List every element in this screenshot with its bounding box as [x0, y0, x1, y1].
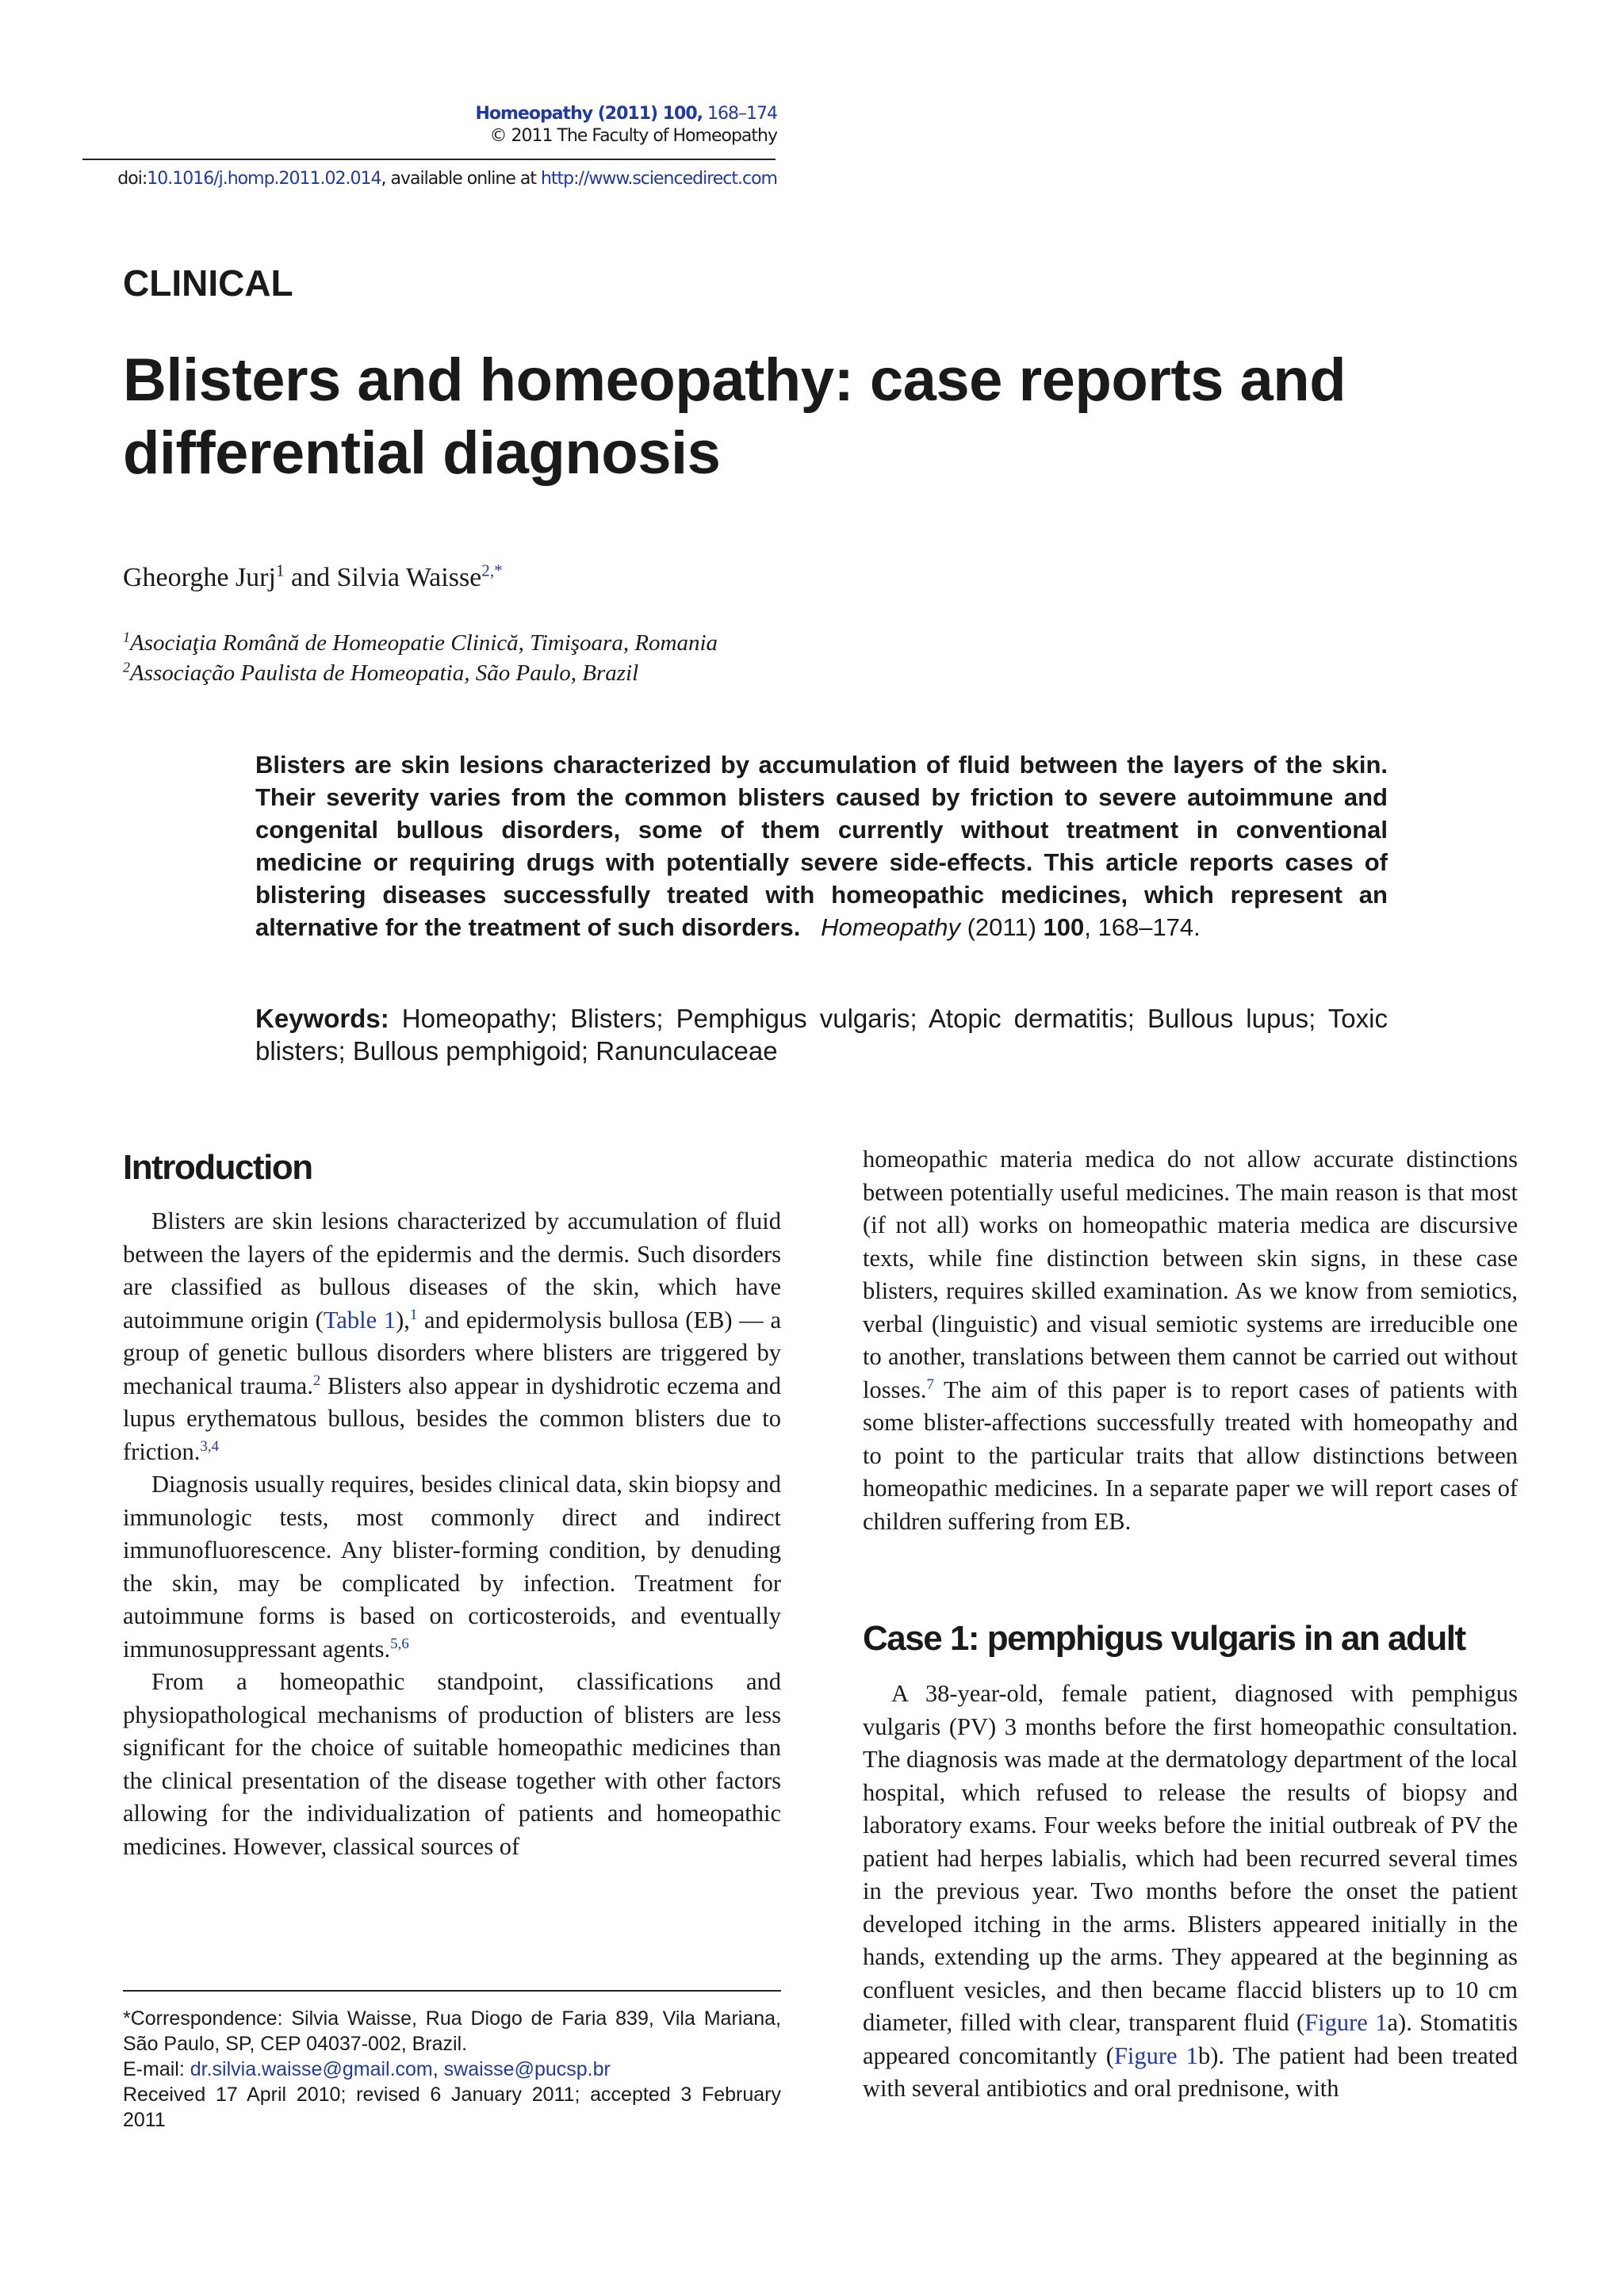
figure-1b-link[interactable]: Figure 1: [1113, 2042, 1198, 2069]
author-and: and: [284, 563, 337, 592]
affiliations: [123, 628, 718, 688]
title-line-2: differential diagnosis: [123, 419, 721, 487]
footnote-divider: [123, 1990, 781, 1992]
case1-paragraph: [863, 1678, 1518, 2106]
doi-link[interactable]: 10.1016/j.homp.2011.02.014: [147, 169, 381, 189]
case1-text-a: A 38-year-old, female patient, diagnosed with pemphigus vulgaris (PV) 3 months before the first homeopathic consultation. The diagnosis was made at the dermatology department of the local hospital, which refused to release the results of biopsy and laboratory exams. Four weeks before the initial outbreak of PV the patient had herpes labialis, which had been recurred several times in the previous year. Two months before the onset the patient developed itching in the arms. Blisters appeared initially in the hands, extending up the arms. They appeared at the beginning as confluent vesicles, and then became flaccid blisters up to 10 cm diameter, filled with clear, transparent fluid (: [863, 1680, 1518, 2036]
abstract-cite-journal: Homeopathy: [821, 913, 960, 941]
author-2: Silvia Waisse: [336, 563, 482, 592]
ref-7-link[interactable]: 7: [926, 1376, 934, 1393]
journal-header: [79, 103, 777, 147]
email-link-2[interactable]: swaisse@pucsp.br: [443, 2058, 611, 2080]
keywords-text: Homeopathy; Blisters; Pemphigus vulgaris; Atopic dermatitis; Bullous lupus; Toxic blisters; Bullous pemphigoid; Ranunculaceae: [255, 1004, 1388, 1066]
keywords-label: Keywords:: [255, 1004, 389, 1033]
right-column-bottom: [863, 1678, 1518, 2106]
case1-text-c: b). The patient had been treated with several antibiotics and oral prednisone, with: [863, 2042, 1518, 2102]
abstract-cite-volume: 100: [1043, 913, 1085, 941]
affiliation-2-num: 2: [123, 659, 130, 675]
copyright: © 2011 The Faculty of Homeopathy: [489, 126, 777, 146]
affiliation-1-num: 1: [123, 629, 130, 645]
footnotes: [123, 2006, 781, 2133]
email-line: [123, 2057, 781, 2082]
intro-p4-text-b: The aim of this paper is to report cases of patients with some blister-affections successfully treated with homeopathy and to point to the particular traits that allow distinctions between homeopathic medicines. In a separate paper we will report cases of children suffering from EB.: [863, 1376, 1518, 1535]
abstract-cite-pages: , 168–174.: [1084, 913, 1201, 941]
abstract-text: Blisters are skin lesions characterized by accumulation of fluid between the layers of the skin. Their severity varies from the common blisters caused by friction to severe autoimmune and congenital bullous disorders, some of them currently without treatment in conventional medicine or requiring drugs with potentially severe side-effects. This article reports cases of blistering diseases successfully treated with homeopathic medicines, which represent an alternative for the treatment of such disorders.: [255, 751, 1388, 941]
article-title: [123, 344, 1471, 490]
right-column-top: [863, 1143, 1518, 1538]
section-label: CLINICAL: [123, 262, 293, 304]
intro-paragraph-3: From a homeopathic standpoint, classifications and physiopathological mechanisms of production of blisters are less significant for the choice of suitable homeopathic medicines than the clinical presentation of the disease together with other factors allowing for the individualization of patients and homeopathic medicines. However, classical sources of: [123, 1668, 781, 1860]
author-list: [123, 563, 503, 593]
doi-prefix: doi:: [117, 169, 147, 189]
intro-p1-text-d: Blisters also appear in dyshidrotic eczema and lupus erythematous bullous, besides the common blisters due to friction.: [123, 1372, 781, 1465]
intro-heading: Introduction: [123, 1148, 312, 1187]
sciencedirect-link[interactable]: http://www.sciencedirect.com: [540, 169, 777, 189]
case1-text-b: a). Stomatitis appeared concomitantly (: [863, 2009, 1518, 2069]
case1-heading: Case 1: pemphigus vulgaris in an adult: [863, 1619, 1465, 1658]
email-label: E-mail:: [123, 2058, 190, 2080]
author-1: Gheorghe Jurj: [123, 563, 276, 592]
available-text: , available online at: [381, 169, 541, 189]
correspondence-note: *Correspondence: Silvia Waisse, Rua Diogo de Faria 839, Vila Mariana, São Paulo, SP, CEP 04037-002, Brazil.: [123, 2007, 781, 2055]
journal-citation: [79, 103, 777, 125]
author-2-affil[interactable]: 2,*: [481, 561, 503, 580]
journal-pages: 168–174: [707, 104, 777, 124]
ref-2-link[interactable]: 2: [312, 1372, 321, 1389]
ref-5-6-link[interactable]: 5,6: [390, 1635, 409, 1652]
intro-p1-text-a: Blisters are skin lesions characterized by accumulation of fluid between the layers of the epidermis and the dermis. Such disorders are classified as bullous diseases of the skin, which have autoimmune origin (: [123, 1207, 781, 1334]
abstract-cite-year: (2011): [967, 913, 1036, 941]
email-separator: ,: [432, 2058, 444, 2080]
affiliation-2-text: Associação Paulista de Homeopatia, São Paulo, Brazil: [129, 660, 639, 686]
left-column: [123, 1205, 781, 1863]
abstract-citation: [821, 913, 1201, 941]
intro-p1-text-b: ),: [396, 1306, 410, 1334]
ref-1-link[interactable]: 1: [409, 1306, 418, 1323]
intro-paragraph-1: [123, 1205, 781, 1468]
doi-line: [79, 168, 777, 190]
intro-p2-text: Diagnosis usually requires, besides clinical data, skin biopsy and immunologic tests, most commonly direct and indirect immunofluorescence. Any blister-forming condition, by denuding the skin, may be complicated by infection. Treatment for autoimmune forms is based on corticosteroids, and eventually immunosuppressant agents.: [123, 1471, 781, 1663]
table-1-link[interactable]: Table 1: [323, 1306, 396, 1334]
header-divider: [82, 159, 776, 160]
email-link-1[interactable]: dr.silvia.waisse@gmail.com: [190, 2058, 433, 2080]
intro-p4-text-a: homeopathic materia medica do not allow accurate distinctions between potentially useful medicines. The main reason is that most (if not all) works on homeopathic materia medica are discursive texts, while fine distinction between skin signs, in these case blisters, requires skilled examination. As we know from semiotics, verbal (linguistic) and visual semiotic systems are irreducible one to another, translations between them cannot be carried out without losses.: [863, 1146, 1518, 1403]
intro-p1-text-c: and epidermolysis bullosa (EB) — a group of genetic bullous disorders where blisters are triggered by mechanical trauma.: [123, 1306, 781, 1399]
affiliation-1: [123, 628, 718, 658]
intro-paragraph-2: [123, 1468, 781, 1666]
journal-name: Homeopathy (2011) 100,: [475, 104, 703, 124]
ref-3-4-link[interactable]: 3,4: [200, 1437, 220, 1455]
author-1-affil: 1: [275, 561, 285, 580]
abstract: [255, 748, 1388, 943]
title-line-1: Blisters and homeopathy: case reports and: [123, 346, 1346, 414]
affiliation-2: [123, 658, 718, 688]
affiliation-1-text: Asociaţia Română de Homeopatie Clinică, Timişoara, Romania: [129, 630, 718, 656]
received-dates: Received 17 April 2010; revised 6 January 2011; accepted 3 February 2011: [123, 2084, 781, 2131]
figure-1a-link[interactable]: Figure 1: [1304, 2009, 1388, 2036]
intro-paragraph-3-cont: [863, 1143, 1518, 1538]
keywords: [255, 1002, 1388, 1067]
